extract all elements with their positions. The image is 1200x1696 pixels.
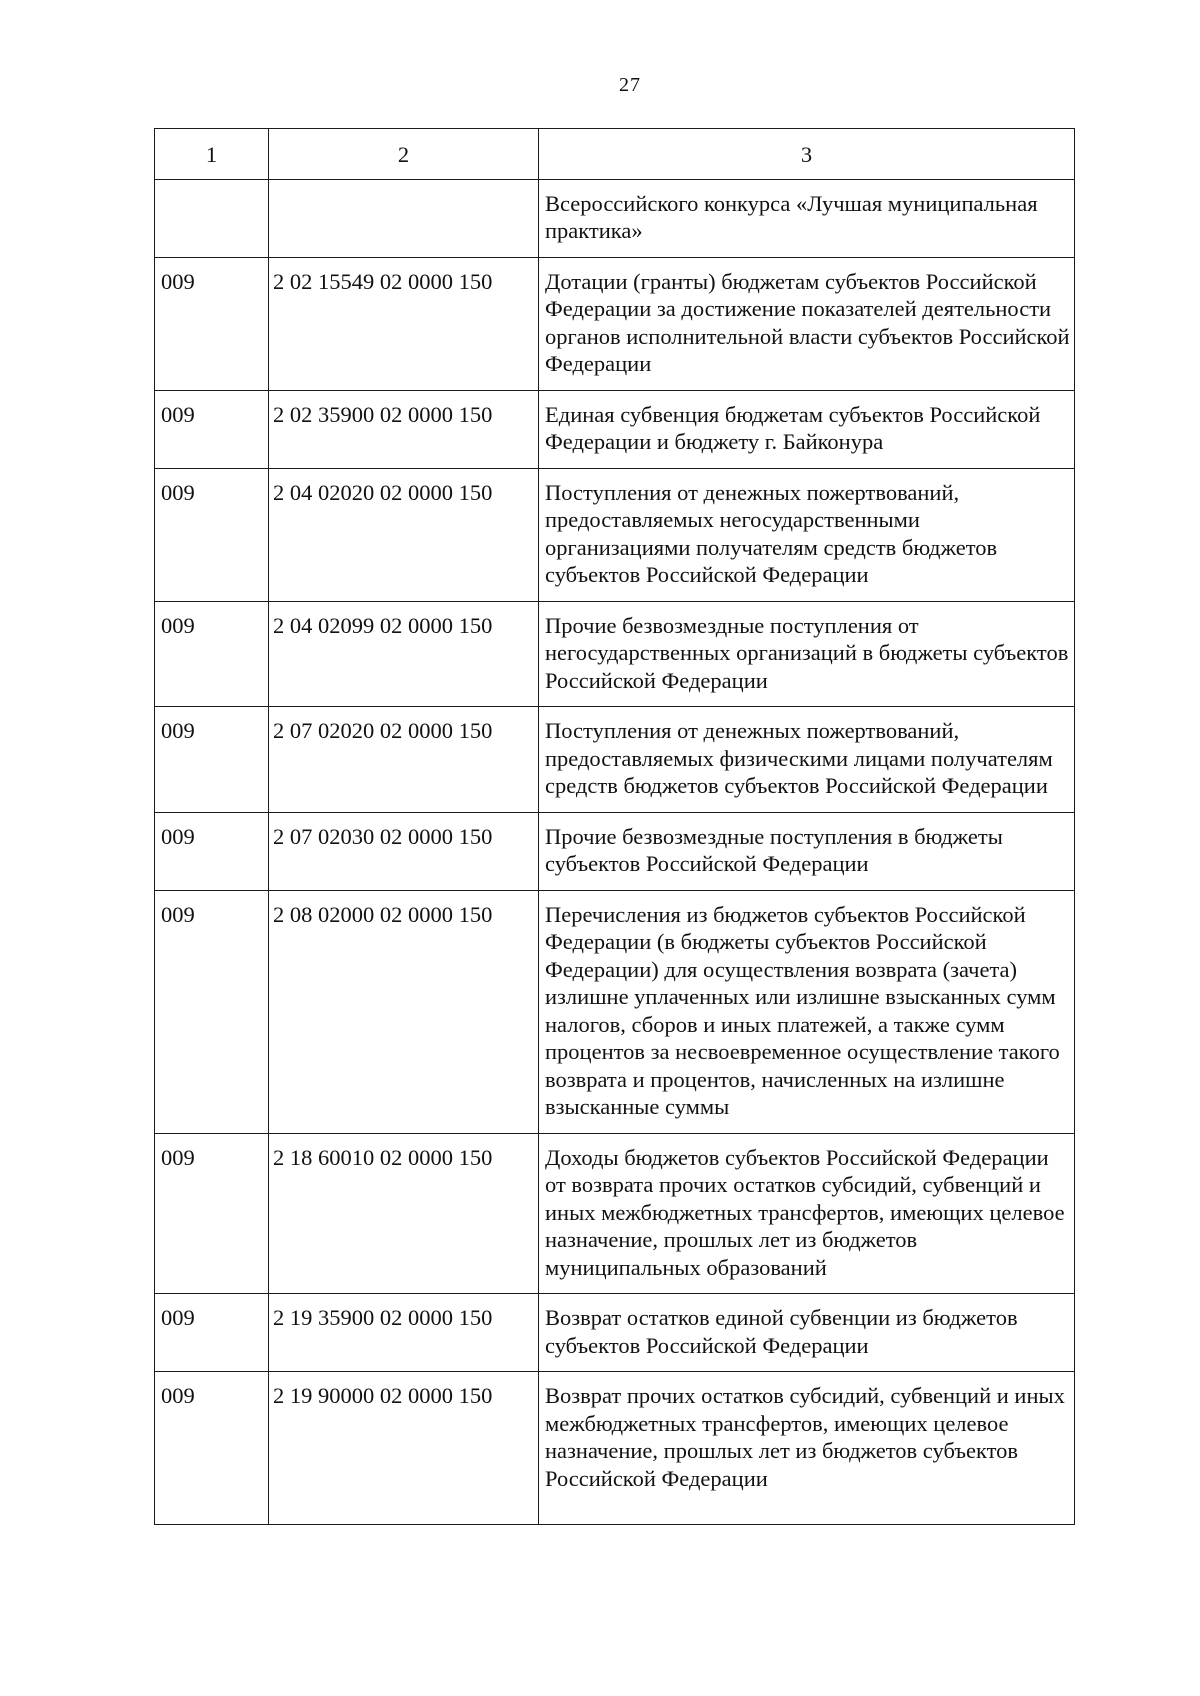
- description-cell: Возврат прочих остатков субсидий, субвенций и иных межбюджетных трансфертов, имеющих целевое назначение, прошлых лет из бюджетов субъектов Российской Федерации: [539, 1372, 1075, 1525]
- budget-code-cell: 2 19 35900 02 0000 150: [269, 1294, 539, 1372]
- description-cell: Прочие безвозмездные поступления в бюджеты субъектов Российской Федерации: [539, 812, 1075, 890]
- description-cell: Поступления от денежных пожертвований, предоставляемых физическими лицами получателям средств бюджетов субъектов Российской Федерации: [539, 707, 1075, 813]
- budget-code-cell: 2 08 02000 02 0000 150: [269, 890, 539, 1133]
- description-cell: Перечисления из бюджетов субъектов Российской Федерации (в бюджеты субъектов Российской Федерации) для осуществления возврата (зачета) излишне уплаченных или излишне взысканных сумм налогов, сборов и иных платежей, а также сумм процентов за несвоевременное осуществление такого возврата и процентов, начисленных на излишне взысканные суммы: [539, 890, 1075, 1133]
- budget-code-cell: 2 07 02030 02 0000 150: [269, 812, 539, 890]
- admin-code-cell: 009: [155, 707, 269, 813]
- budget-code-cell: 2 19 90000 02 0000 150: [269, 1372, 539, 1525]
- description-cell: Возврат остатков единой субвенции из бюджетов субъектов Российской Федерации: [539, 1294, 1075, 1372]
- budget-code-cell: 2 04 02020 02 0000 150: [269, 468, 539, 601]
- table-row: [155, 812, 1075, 890]
- table-row-continuation: [155, 179, 1075, 257]
- admin-code-cell: 009: [155, 1133, 269, 1294]
- description-cell: Единая субвенция бюджетам субъектов Российской Федерации и бюджету г. Байконура: [539, 390, 1075, 468]
- column-header-1: 1: [155, 129, 269, 180]
- table-row: [155, 707, 1075, 813]
- admin-code-cell: 009: [155, 1294, 269, 1372]
- description-cell: Поступления от денежных пожертвований, предоставляемых негосударственными организациями получателям средств бюджетов субъектов Российской Федерации: [539, 468, 1075, 601]
- budget-code-cell: 2 02 35900 02 0000 150: [269, 390, 539, 468]
- admin-code-cell: 009: [155, 257, 269, 390]
- admin-code-cell: 009: [155, 468, 269, 601]
- table-row: [155, 601, 1075, 707]
- table-row: [155, 890, 1075, 1133]
- table-row: [155, 468, 1075, 601]
- admin-code-cell: 009: [155, 601, 269, 707]
- budget-code-cell: [269, 179, 539, 257]
- table-header-row: [155, 129, 1075, 180]
- page-number: 27: [619, 74, 641, 96]
- description-cell: Прочие безвозмездные поступления от негосударственных организаций в бюджеты субъектов Российской Федерации: [539, 601, 1075, 707]
- admin-code-cell: 009: [155, 812, 269, 890]
- description-cell: Всероссийского конкурса «Лучшая муниципальная практика»: [539, 179, 1075, 257]
- column-header-2: 2: [269, 129, 539, 180]
- table-row: [155, 1133, 1075, 1294]
- description-cell: Доходы бюджетов субъектов Российской Федерации от возврата прочих остатков субсидий, субвенций и иных межбюджетных трансфертов, имеющих целевое назначение, прошлых лет из бюджетов муниципальных образований: [539, 1133, 1075, 1294]
- table-row: [155, 257, 1075, 390]
- budget-codes-table: [154, 128, 1075, 1525]
- admin-code-cell: 009: [155, 390, 269, 468]
- admin-code-cell: [155, 179, 269, 257]
- admin-code-cell: 009: [155, 1372, 269, 1525]
- budget-code-cell: 2 04 02099 02 0000 150: [269, 601, 539, 707]
- table-row: [155, 390, 1075, 468]
- budget-code-cell: 2 18 60010 02 0000 150: [269, 1133, 539, 1294]
- table-row: [155, 1372, 1075, 1525]
- admin-code-cell: 009: [155, 890, 269, 1133]
- budget-code-cell: 2 02 15549 02 0000 150: [269, 257, 539, 390]
- description-cell: Дотации (гранты) бюджетам субъектов Российской Федерации за достижение показателей деятельности органов исполнительной власти субъектов Российской Федерации: [539, 257, 1075, 390]
- table-row: [155, 1294, 1075, 1372]
- column-header-3: 3: [539, 129, 1075, 180]
- budget-code-cell: 2 07 02020 02 0000 150: [269, 707, 539, 813]
